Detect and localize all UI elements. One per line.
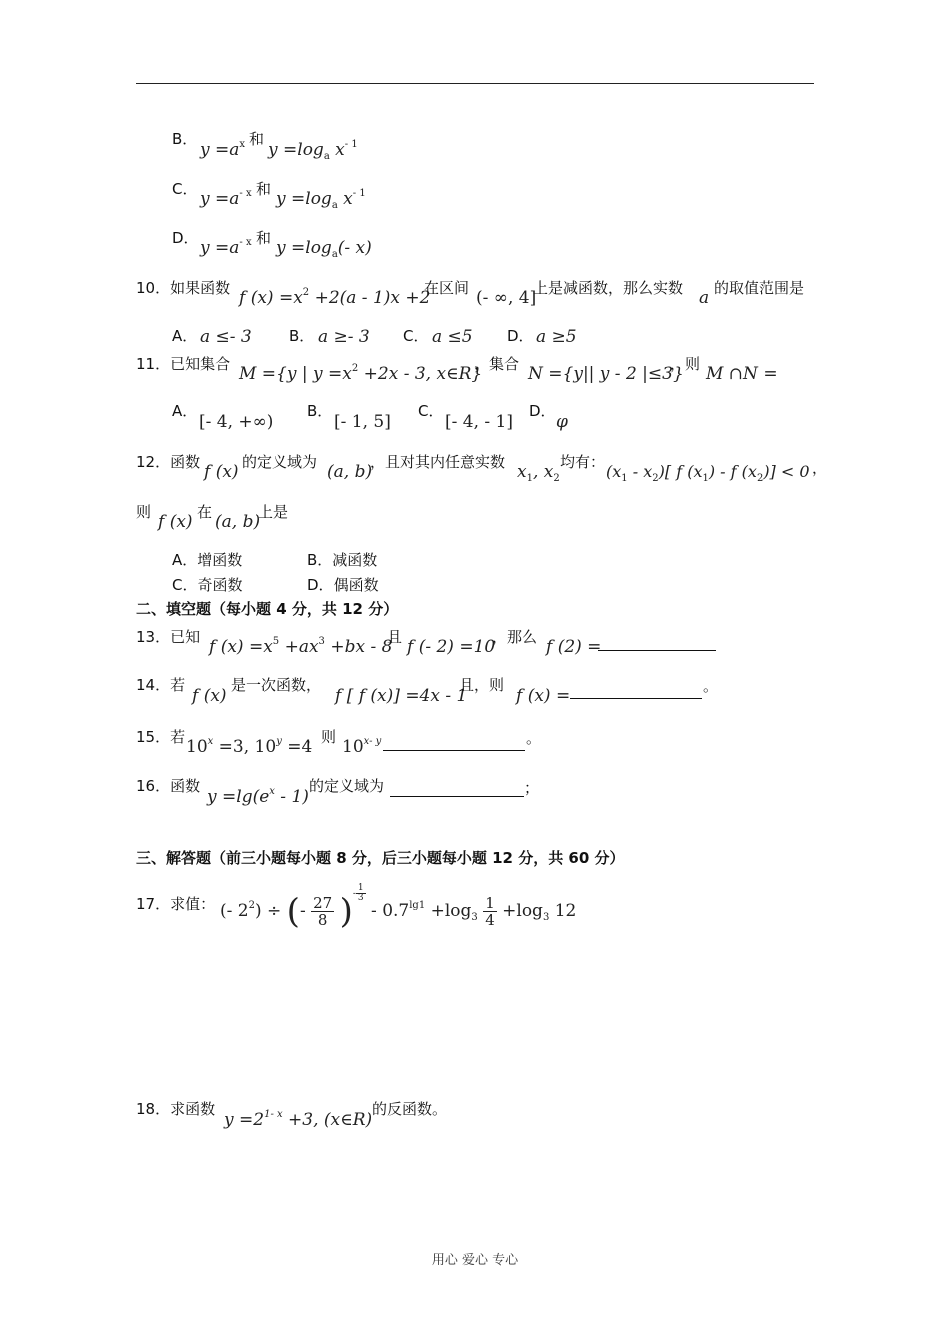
q12-comma: ， — [812, 459, 828, 477]
q9-option-b-expr2: $y =\log_a$ $x^{- 1}$ — [268, 139, 358, 162]
q10-expr3: a — [699, 288, 710, 308]
q14-text2: 是一次函数， — [231, 676, 322, 694]
q12-text2: 的定义域为 — [242, 453, 318, 471]
q13-text1: 13．已知 — [136, 628, 201, 646]
q17-expression: (- $2^2$) ÷ (- $\frac{27}{8}$ )- $\frac{1}{3}$ - $0.7^{lg1} +\log_3$ $\frac{1}{4}$ $+\log_3$ 12 — [220, 883, 577, 932]
q11-expr1: M ={y | $y =x^2 +2x - 3$, x∈R} — [239, 363, 483, 384]
q11-text2: ，集合 — [474, 355, 520, 373]
q13-expr3: f (2) = — [546, 637, 602, 657]
q12-option-a: A．增函数 — [172, 551, 243, 569]
q12-line2-text3: 上是 — [258, 503, 289, 521]
q12-text1: 12．函数 — [136, 453, 201, 471]
q10-option-d-expr: a ≥5 — [536, 327, 577, 347]
q12-text4: 均有： — [560, 453, 606, 471]
q11-option-c-label: C． — [418, 402, 444, 420]
q9-option-d-label: D． — [172, 229, 199, 247]
q12-line2-expr1: f (x) — [158, 512, 193, 532]
q9-option-b-he: 和 — [249, 130, 265, 148]
q15-expr2: 10$^{x- y}$ — [342, 736, 382, 757]
q11-expr3: M ∩N = — [706, 364, 778, 384]
q10-text2: 在区间 — [424, 279, 470, 297]
q10-option-b-expr: a ≥- 3 — [318, 327, 370, 347]
q13-text3: ，那么 — [492, 628, 538, 646]
q10-text1: 10．如果函数 — [136, 279, 231, 297]
q16-answer-blank[interactable] — [390, 784, 524, 797]
q11-text1: 11．已知集合 — [136, 355, 231, 373]
header-rule — [136, 83, 814, 84]
q10-text4: 的取值范围是 — [714, 279, 805, 297]
q14-text1: 14．若 — [136, 676, 186, 694]
page-footer: 用心 爱心 专心 — [431, 1253, 519, 1268]
q9-option-d-he: 和 — [256, 229, 272, 247]
q16-text2: 的定义域为 — [309, 777, 385, 795]
q13-answer-blank[interactable] — [598, 638, 716, 651]
q12-option-c: C．奇函数 — [172, 576, 243, 594]
q9-option-b-expr: $y =a^x$ — [200, 139, 246, 160]
q10-option-d-label: D． — [507, 327, 534, 345]
q11-text3: ，则 — [670, 355, 701, 373]
q11-option-a-label: A． — [172, 402, 198, 420]
q12-line2-expr2: (a, b) — [215, 512, 261, 532]
q10-option-a-label: A． — [172, 327, 198, 345]
section3-heading: 三、解答题（前三小题每小题 8 分，后三小题每小题 12 分，共 60 分） — [136, 849, 625, 867]
q12-option-b: B．减函数 — [307, 551, 378, 569]
q11-option-a-expr: [- 4, +∞) — [199, 412, 274, 432]
q9-option-c-expr2: $y =\log_a$ $x^{- 1}$ — [276, 188, 366, 211]
q15-answer-blank[interactable] — [383, 738, 525, 751]
q14-end: 。 — [703, 677, 719, 695]
q12-line2-text2: 在 — [197, 503, 213, 521]
q9-option-b-label: B． — [172, 130, 198, 148]
q15-end: 。 — [526, 729, 542, 747]
q10-option-a-expr: a ≤- 3 — [200, 327, 252, 347]
q9-option-d-expr: $y =a^{- x}$ — [200, 237, 252, 258]
q14-answer-blank[interactable] — [570, 686, 702, 699]
q11-option-d-label: D． — [529, 402, 556, 420]
q10-option-c-expr: a ≤5 — [432, 327, 473, 347]
q14-expr2: f [ f (x)] =4x - 1 — [335, 686, 468, 706]
q16-text1: 16．函数 — [136, 777, 201, 795]
q12-text3: ，且对其内任意实数 — [370, 453, 506, 471]
q12-expr2: (a, b) — [327, 462, 373, 482]
q10-text3: 上是减函数，那么实数 — [533, 279, 684, 297]
q11-expr2: N ={y|| y - 2 |≤3} — [528, 364, 684, 384]
q11-option-b-expr: [- 1, 5] — [334, 412, 391, 432]
q10-expr1: f $(x) =x^2 +2(a - 1)x +2$ — [239, 287, 431, 308]
q10-expr2: (- ∞, 4] — [476, 288, 537, 308]
q9-option-d-expr2: $y =\log_a(-$ x) — [276, 238, 372, 260]
q18-expr1: $y =2^{1- x} +3$, (x∈R) — [224, 1109, 373, 1130]
q14-expr3: f (x) = — [516, 686, 571, 706]
q18-text1: 18．求函数 — [136, 1100, 216, 1118]
q14-expr1: f (x) — [192, 686, 227, 706]
q15-text1: 15．若 — [136, 728, 186, 746]
q11-option-d-expr: φ — [556, 412, 568, 432]
q9-option-c-label: C． — [172, 180, 198, 198]
section2-heading: 二、填空题（每小题 4 分，共 12 分） — [136, 600, 399, 618]
q17-fraction-1: $\frac{27}{8}$ — [313, 894, 333, 929]
q10-option-b-label: B． — [289, 327, 315, 345]
q9-option-c-expr: $y =a^{- x}$ — [200, 188, 252, 209]
q16-end: ； — [524, 779, 540, 797]
q18-text2: 的反函数。 — [372, 1100, 448, 1118]
q12-expr4: $(x_1 - x_2)$[ f $(x_1)$ - f $(x_2)] < 0$ — [606, 462, 810, 484]
q9-option-c-he: 和 — [256, 180, 272, 198]
q12-expr1: f (x) — [204, 462, 239, 482]
q15-text2: ，则 — [306, 728, 337, 746]
q17-text1: 17．求值： — [136, 895, 216, 913]
q13-text2: 且 — [387, 628, 403, 646]
q13-expr1: f $(x) =x^5 +ax^3 +bx - 8$ — [209, 636, 393, 657]
q11-option-c-expr: [- 4, - 1] — [445, 412, 513, 432]
q14-text3: 且，则 — [459, 676, 505, 694]
q17-fraction-2: $\frac{1}{4}$ — [485, 894, 495, 929]
q16-expr1: $y =\lg(e^x - 1)$ — [207, 786, 309, 807]
q15-expr1: $10^x =3$, $10^y =4$ — [186, 736, 313, 757]
q12-expr3: $x_1$, $x_2$ — [517, 462, 560, 484]
q10-option-c-label: C． — [403, 327, 429, 345]
q11-option-b-label: B． — [307, 402, 333, 420]
q12-line2-text1: 则 — [136, 503, 152, 521]
q13-expr2: f (- 2) =10 — [407, 637, 496, 657]
q12-option-d: D．偶函数 — [307, 576, 379, 594]
